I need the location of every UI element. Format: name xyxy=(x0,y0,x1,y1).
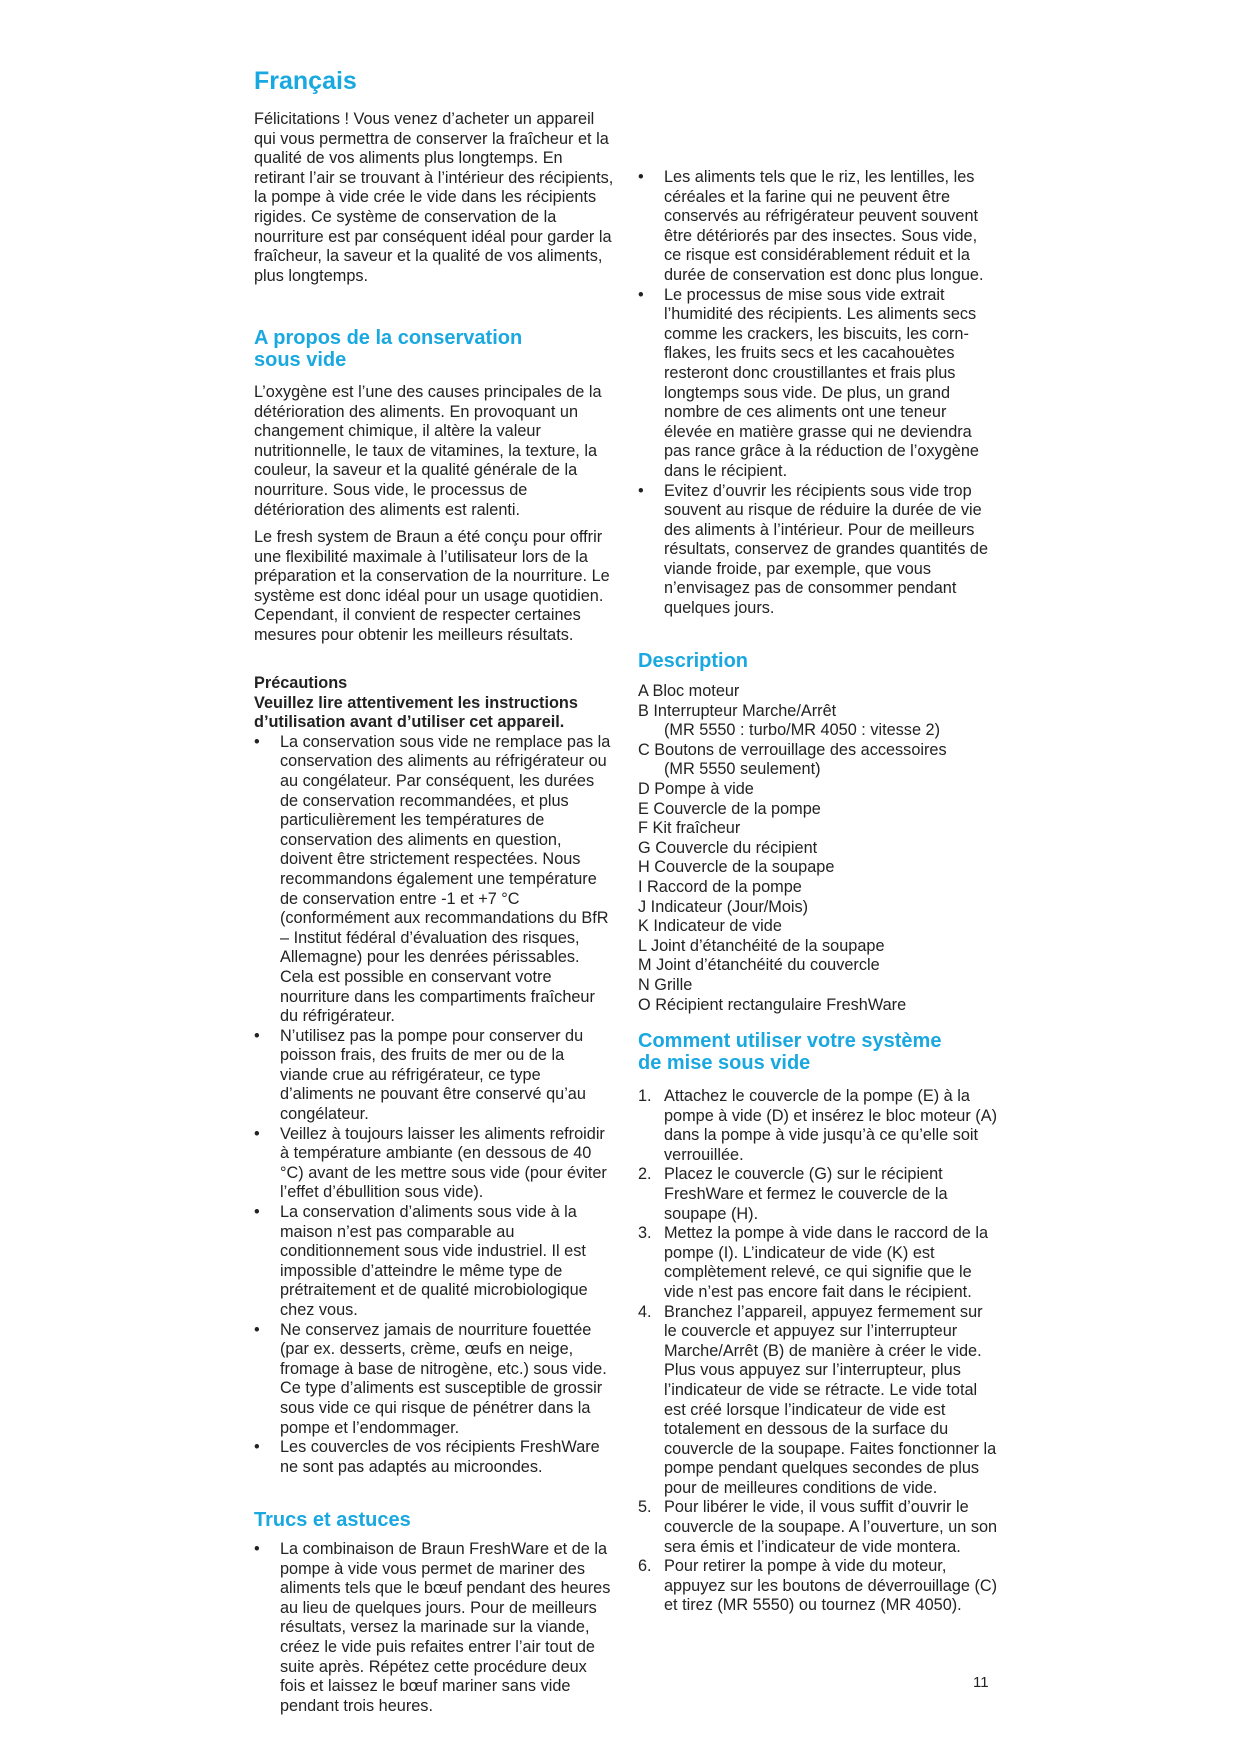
usage-heading xyxy=(638,1030,998,1074)
list-item: 4. Branchez l’appareil, appuyez fermement sur le couvercle et appuyez sur l’interrupteur Marche/Arrêt (B) de manière à créer le vide. Plus vous appuyez sur l’interrupteur, plus l’indicateur de vide se rétracte. Le vide total est créé lorsque l’indicateur de vide est totalement en dessous de la surface du couvercle de la soupape. Faites fonctionner la pompe pendant quelques secondes de plus pour de meilleures conditions de vide. xyxy=(638,1302,997,1497)
description-item: M Joint d’étanchéité du couvercle xyxy=(638,956,880,975)
description-heading: Description xyxy=(638,650,749,672)
tips-list-part1 xyxy=(254,1540,614,1716)
list-item: • La combinaison de Braun FreshWare et de la pompe à vide vous permet de mariner des aliments tels que le bœuf pendant des heures au lieu de quelques jours. Pour de meilleurs résultats, versez la marinade sur la viande, créez le vide puis refaites entrer l’air tout de suite après. Répétez cette procédure deux fois et laissez le bœuf mariner sans vide pendant trois heures. xyxy=(254,1540,614,1716)
description-item: L Joint d’étanchéité de la soupape xyxy=(638,936,885,955)
page-number: 11 xyxy=(973,1674,989,1691)
precautions-title: Précautions xyxy=(254,674,348,692)
description-item: A Bloc moteur xyxy=(638,682,740,700)
list-item: 3. Mettez la pompe à vide dans le raccord de la pompe (I). L’indicateur de vide (K) est complètement relevé, ce qui signifie que le vide n’est pas encore fait dans le récipient. xyxy=(638,1224,988,1301)
page-title: Français xyxy=(254,67,357,95)
description-item: E Couvercle de la pompe xyxy=(638,799,821,818)
list-item: • Les couvercles de vos récipients FreshWare ne sont pas adaptés au microondes. xyxy=(254,1438,614,1477)
description-item: B Interrupteur Marche/Arrêt (MR 5550 : turbo/MR 4050 : vitesse 2) xyxy=(638,701,940,740)
list-item: • Les aliments tels que le riz, les lentilles, les céréales et la farine qui ne peuvent être conservés au réfrigérateur peuvent souvent être détériorés par des insectes. Sous vide, ce risque est considérablement réduit et la durée de conservation est donc plus longue. xyxy=(638,168,998,286)
intro-paragraph: Félicitations ! Vous venez d’acheter un appareil qui vous permettra de conserver la fraîcheur et la qualité de vos aliments plus longtemps. En retirant l’air se trouvant à l’intérieur des récipients, la pompe à vide crée le vide dans les récipients rigides. Ce système de conservation de la nourriture est par conséquent idéal pour garder la fraîcheur, la saveur et la qualité de vos aliments, plus longtemps. xyxy=(254,110,614,285)
description-item: F Kit fraîcheur xyxy=(638,819,741,838)
about-paragraph-2: Le fresh system de Braun a été conçu pour offrir une flexibilité maximale à l’utilisateur lors de la préparation et la conservation de la nourriture. Le système est donc idéal pour un usage quotidien. Cependant, il convient de respecter certaines mesures pour obtenir les meilleurs résultats. xyxy=(254,528,610,644)
description-item: H Couvercle de la soupape xyxy=(638,858,835,877)
list-item: • Ne conservez jamais de nourriture fouettée (par ex. desserts, crème, œufs en neige, fromage à base de nitrogène, etc.) sous vide. Ce type d’aliments est susceptible de grossir sous vide ce qui risque de pénétrer dans la pompe et l’endommager. xyxy=(254,1321,614,1439)
list-item: • Veillez à toujours laisser les aliments refroidir à température ambiante (en dessous de 40 °C) avant de les mettre sous vide (pour éviter l’effet d’ébullition sous vide). xyxy=(254,1125,614,1203)
list-item: • Evitez d’ouvrir les récipients sous vide trop souvent au risque de réduire la durée de vie des aliments à l’intérieur. Pour de meilleurs résultats, conservez de grandes quantités de viande froide, par exemple, que vous n’envisagez pas de consommer pendant quelques jours. xyxy=(638,482,998,619)
usage-heading-line2: de mise sous vide xyxy=(638,1052,811,1074)
list-item: 5. Pour libérer le vide, il vous suffit d’ouvrir le couvercle de la soupape. A l’ouverture, un son sera émis et l’indicateur de vide montera. xyxy=(638,1498,998,1556)
description-item: N Grille xyxy=(638,975,693,994)
list-item: 6. Pour retirer la pompe à vide du moteur, appuyez sur les boutons de déverrouillage (C) et tirez (MR 5550) ou tournez (MR 4050). xyxy=(638,1557,998,1615)
list-item: • La conservation d’aliments sous vide à la maison n’est pas comparable au conditionnement sous vide industriel. Il est impossible d’atteindre le même type de prétraitement et de qualité microbiologique chez vous. xyxy=(254,1203,614,1321)
description-item: C Boutons de verrouillage des accessoires (MR 5550 seulement) xyxy=(638,740,947,779)
about-paragraph-1: L’oxygène est l’une des causes principales de la détérioration des aliments. En provoquant un changement chimique, il altère la valeur nutritionnelle, le taux de vitamines, la texture, la couleur, la saveur et la qualité générale de la nourriture. Sous vide, le processus de détérioration des aliments est ralenti. xyxy=(254,383,602,519)
usage-steps xyxy=(638,1087,998,1616)
about-heading-line2: sous vide xyxy=(254,349,347,371)
description-item: D Pompe à vide xyxy=(638,779,754,798)
tips-heading: Trucs et astuces xyxy=(254,1509,411,1531)
description-item: G Couvercle du récipient xyxy=(638,838,818,857)
list-item: 2. Placez le couvercle (G) sur le récipient FreshWare et fermez le couvercle de la soupape (H). xyxy=(638,1165,948,1223)
description-item: J Indicateur (Jour/Mois) xyxy=(638,897,809,916)
list-item: • La conservation sous vide ne remplace pas la conservation des aliments au réfrigérateur ou au congélateur. Par conséquent, les durées de conservation recommandées, et plus particulièrement les températures de conservation des aliments en question, doivent être strictement respectées. Nous recommandons également une température de conservation entre -1 et +7 °C (conformément aux recommandations du BfR – Institut fédéral d’évaluation des risques, Allemagne) pour les denrées périssables. Cela est possible en conservant votre nourriture dans les compartiments fraîcheur du réfrigérateur. xyxy=(254,733,614,1027)
precautions-warning: Veuillez lire attentivement les instructions d’utilisation avant d’utiliser cet appareil. xyxy=(254,693,578,732)
precautions-section xyxy=(254,674,614,1477)
precautions-list xyxy=(254,733,614,1478)
description-list xyxy=(638,682,998,1015)
list-item: • N’utilisez pas la pompe pour conserver du poisson frais, des fruits de mer ou de la viande crue au réfrigérateur, ce type d’aliments ne pouvant être conservé qu’au congélateur. xyxy=(254,1027,614,1125)
description-item: I Raccord de la pompe xyxy=(638,877,802,896)
description-item: K Indicateur de vide xyxy=(638,917,782,936)
description-item: O Récipient rectangulaire FreshWare xyxy=(638,995,907,1014)
usage-heading-line1: Comment utiliser votre système xyxy=(638,1030,942,1052)
list-item: • Le processus de mise sous vide extrait l’humidité des récipients. Les aliments secs comme les crackers, les biscuits, les corn-flakes, les fruits secs et les cacahouètes resteront donc croustillantes et frais plus longtemps sous vide. De plus, un grand nombre de ces aliments ont une teneur élevée en matière grasse qui ne deviendra pas rance grâce à la réduction de l’oxygène dans le récipient. xyxy=(638,286,998,482)
tips-list-continued xyxy=(638,168,998,619)
about-heading-line1: A propos de la conservation xyxy=(254,327,523,349)
about-heading xyxy=(254,327,614,371)
list-item: 1. Attachez le couvercle de la pompe (E) à la pompe à vide (D) et insérez le bloc moteur (A) dans la pompe à vide jusqu’à ce qu’elle soit verrouillée. xyxy=(638,1087,997,1164)
